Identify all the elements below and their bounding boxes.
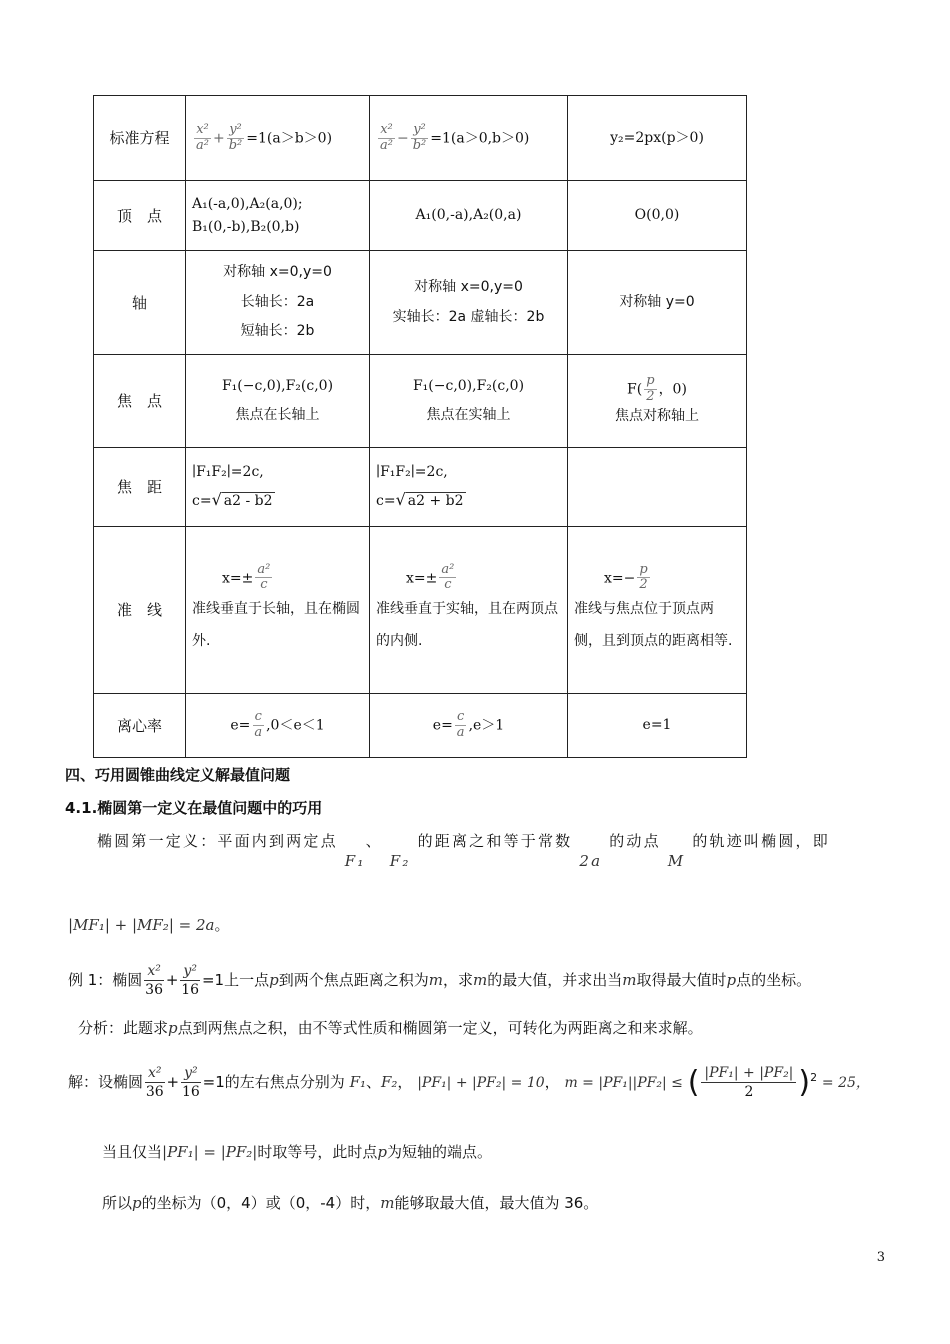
section-heading: 四、巧用圆锥曲线定义解最值问题 [65,766,291,784]
row-label: 离心率 [94,694,186,758]
row-label: 标准方程 [94,96,186,181]
ellipse-eccentricity: e= $\frac{c}{a}$ ,0＜e＜1 [186,694,370,758]
row-label: 顶 点 [94,181,186,251]
equality-condition: 当且仅当|PF₁| = |PF₂|时取等号，此时点p为短轴的端点。 [102,1143,493,1161]
analysis: 分析：此题求p点到两焦点之积，由不等式性质和椭圆第一定义，可转化为两距离之和来求解。 [78,1019,703,1037]
section-subheading: 4.1.椭圆第一定义在最值问题中的巧用 [65,799,323,817]
row-label: 准 线 [94,527,186,694]
parabola-focal-distance [568,448,747,527]
parabola-axis: 对称轴 y=0 [568,251,747,355]
table-row [94,251,747,355]
definition-formula: |MF₁| + |MF₂| = 2a。 [68,916,230,934]
parabola-eccentricity: e=1 [568,694,747,758]
hyperbola-axes: 对称轴 x=0,y=0 实轴长：2a 虚轴长：2b [370,251,568,355]
example-1: 例 1：椭圆 $\frac{\text{x²}}{36}$ + $\frac{\text{y²}}{16}$ =1上一点p到两个焦点距离之积为m，求m的最大值，并求出当m取得最大值时p点的坐标。 [68,963,812,999]
ellipse-equation: $\frac{\text{x²}}{\text{a²}}$ + $\frac{\text{y²}}{\text{b²}}$ =1(a＞b＞0) [186,96,370,181]
hyperbola-vertices: A₁(0,-a),A₂(0,a) [370,181,568,251]
ellipse-focal-distance: ∣F₁F₂∣=2c, c=√ a2 - b2 [186,448,370,527]
hyperbola-equation: $\frac{\text{x²}}{\text{a²}}$ − $\frac{\text{y²}}{\text{b²}}$ =1(a＞0,b＞0) [370,96,568,181]
ellipse-vertices: A₁(-a,0),A₂(a,0); B₁(0,-b),B₂(0,b) [186,181,370,251]
conic-properties-table [93,95,747,758]
page-number: 3 [876,1250,885,1265]
ellipse-directrix: x=± $\frac{\text{a²}}{c}$ 准线垂直于长轴，且在椭圆外. [186,527,370,694]
hyperbola-eccentricity: e= $\frac{c}{a}$ ,e＞1 [370,694,568,758]
table-row [94,355,747,448]
hyperbola-directrix: x=± $\frac{\text{a²}}{c}$ 准线垂直于实轴，且在两顶点的内侧. [370,527,568,694]
row-label: 轴 [94,251,186,355]
parabola-directrix: x=− $\frac{p}{2}$ 准线与焦点位于顶点两侧，且到顶点的距离相等. [568,527,747,694]
table-row [94,181,747,251]
table-row [94,448,747,527]
parabola-focus: F( $\frac{p}{2}$ ，0) 焦点对称轴上 [568,355,747,448]
ellipse-foci: F₁(−c,0),F₂(c,0) 焦点在长轴上 [186,355,370,448]
hyperbola-foci: F₁(−c,0),F₂(c,0) 焦点在实轴上 [370,355,568,448]
table-row [94,527,747,694]
definition-line: 椭圆第一定义：平面内到两定点 F₁、 F₂ 的距离之和等于常数 2a 的动点 M 的轨迹叫椭圆，即 [97,832,830,870]
parabola-equation: y₂=2px(p＞0) [568,96,747,181]
table-row [94,96,747,181]
row-label: 焦 距 [94,448,186,527]
parabola-vertex: O(0,0) [568,181,747,251]
table-row [94,694,747,758]
ellipse-axes: 对称轴 x=0,y=0 长轴长：2a 短轴长：2b [186,251,370,355]
hyperbola-focal-distance: ∣F₁F₂∣=2c, c=√ a2 + b2 [370,448,568,527]
solution: 解：设椭圆 $\frac{\text{x²}}{36}$ + $\frac{\text{y²}}{16}$ =1的左右焦点分别为 F₁、F₂， |PF₁| + |PF₂| = 10， m = |PF₁||PF₂| ≤ ( $\frac{\text{|PF₁| + |PF₂|}}{2}$ )$^2$ = 25， [68,1065,870,1101]
conclusion: 所以p的坐标为（0，4）或（0，-4）时，m能够取最大值，最大值为 36。 [102,1194,599,1212]
row-label: 焦 点 [94,355,186,448]
